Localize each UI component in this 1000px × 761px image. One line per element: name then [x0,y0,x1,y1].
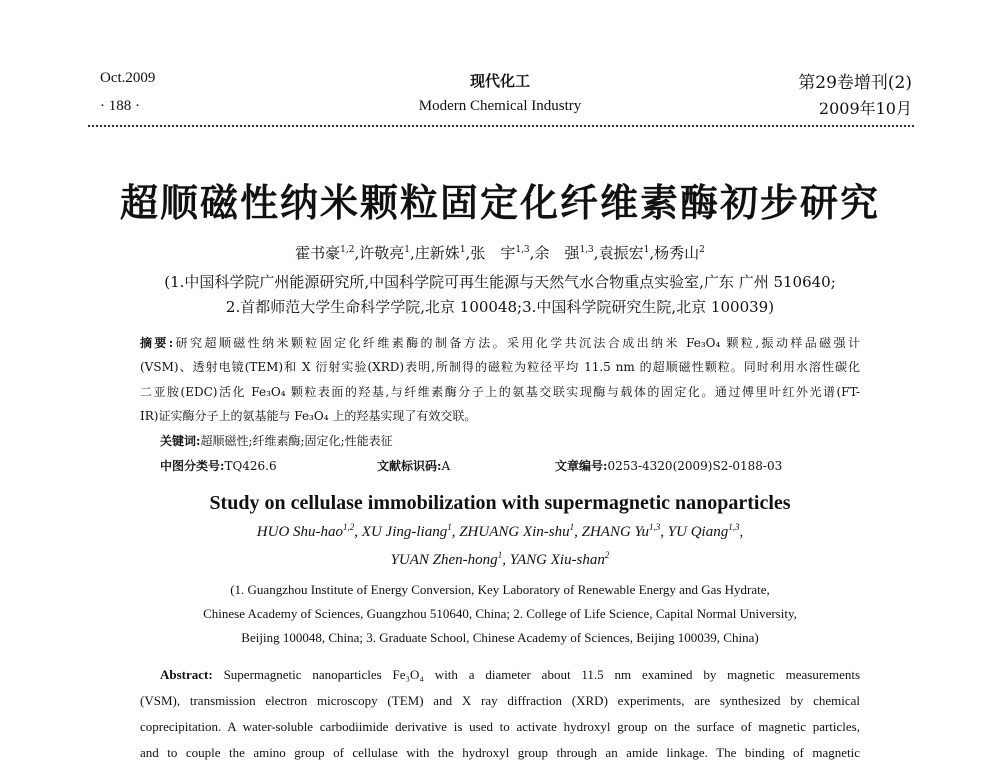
abstract-cn-label: 摘要: [140,336,174,350]
author: ZHANG Yu$^{1,3}$, [581,522,668,540]
abstract-en-label: Abstract: [160,667,213,682]
affiliation-en-2: Chinese Academy of Sciences, Guangzhou 510640, China; 2. College of Life Science, Capital Normal University, [203,606,797,621]
page-number: · 188 · [100,98,140,114]
author: 霍书豪$^{1,2}$, [295,244,360,262]
abstract-cn-line: 摘要:研究超顺磁性纳米颗粒固定化纤维素酶的制备方法。采用化学共沉法合成出纳米 Fe₃O₄ 颗粒,振动样品磁强计 [140,336,860,350]
document-code: 文献标识码:A [377,459,451,473]
volume: 第29卷增刊(2) [798,73,912,93]
affiliation-cn-2: 2.首都师范大学生命科学学院,北京 100048;3.中国科学院研究生院,北京 100039) [225,298,775,316]
issue-date: 2009年10月 [818,99,912,118]
journal-name-en: Modern Chemical Industry [418,98,582,114]
author: 许敬亮$^1$, [359,244,415,262]
author: 杨秀山$^2$ [654,244,705,262]
author: 庄新姝$^1$, [414,244,471,262]
author: 袁振宏$^1$, [598,244,655,262]
abstract-en-line: (VSM), transmission electron microscopy (TEM) and X ray diffraction (XRD) experiments, are synthesized by chemical [140,693,860,708]
author: YU Qiang$^{1,3}$ [667,522,740,540]
keywords-cn: 关键词:超顺磁性;纤维素酶;固定化;性能表征 [160,434,393,448]
article-number: 文章编号:0253-4320(2009)S2-0188-03 [555,459,783,473]
journal-name-cn: 现代化工 [469,72,530,90]
abstract-cn-line: IR)证实酶分子上的氨基能与 Fe₃O₄ 上的羟基实现了有效交联。 [140,409,477,423]
author: ZHUANG Xin-shu$^1$, [459,522,582,540]
abstract-cn-line: 二亚胺(EDC)活化 Fe₃O₄ 颗粒表面的羟基,与纤维素酶分子上的氨基交联实现酶与载体的固定化。通过傅里叶红外光谱(FT- [140,385,860,399]
authors-cn [0,242,1000,263]
header-date: Oct.2009 [100,70,156,86]
authors-en [0,550,1000,569]
affiliation-en-1: (1. Guangzhou Institute of Energy Conversion, Key Laboratory of Renewable Energy and Gas Hydrate, [230,582,770,597]
author: HUO Shu-hao$^{1,2}$, [256,522,362,540]
paper-title-cn: 超顺磁性纳米颗粒固定化纤维素酶初步研究 [119,181,880,225]
abstract-en-line: and to couple the amino group of cellulase with the hydroxyl group through an amide linkage. The binding of magnetic [140,745,860,760]
affiliation-en-3: Beijing 100048, China; 3. Graduate School, Chinese Academy of Sciences, Beijing 100039, China) [241,630,759,645]
affiliation-cn-1: (1.中国科学院广州能源研究所,中国科学院可再生能源与天然气水合物重点实验室,广东 广州 510640; [164,273,836,291]
header-rule [88,125,914,127]
clc-number: 中图分类号:TQ426.6 [160,459,277,473]
author: XU Jing-liang$^1$, [361,522,460,540]
author: YUAN Zhen-hong$^1$, [390,550,510,568]
author: 余 强$^{1,3}$, [534,244,599,262]
author: 张 宇$^{1,3}$, [470,244,535,262]
authors-en: HUO Shu-hao$^{1,2}$, XU Jing-liang$^1$, ZHUANG Xin-shu$^1$, ZHANG Yu$^{1,3}$, YU Qiang$^{1,3}$, [256,522,744,540]
abstract-en-line: coprecipitation. A water-soluble carbodiimide derivative is used to activate hydroxyl group on the surface of magnetic particles, [140,719,860,734]
author: YANG Xiu-shan$^2$ [509,550,610,568]
abstract-en-line: Abstract: Supermagnetic nanoparticles Fe₃O₄ with a diameter about 11.5 nm examined by magnetic measurements [160,667,861,682]
abstract-cn-line: (VSM)、透射电镜(TEM)和 X 衍射实验(XRD)表明,所制得的磁粒为粒径平均 11.5 nm 的超顺磁性颗粒。同时利用水溶性碳化 [140,360,860,374]
paper-title-en: Study on cellulase immobilization with supermagnetic nanoparticles [209,492,791,514]
